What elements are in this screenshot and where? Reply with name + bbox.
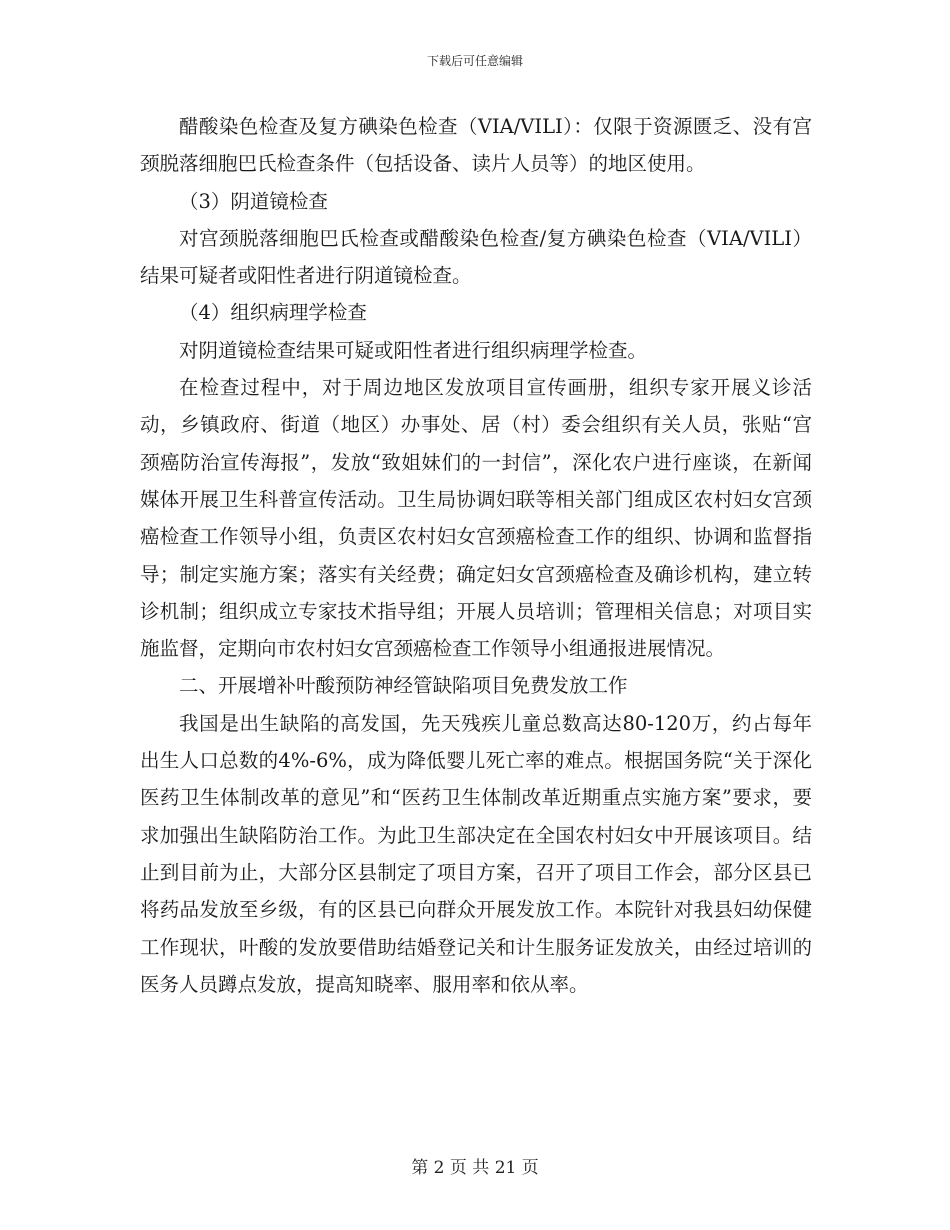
document-body bbox=[140, 108, 812, 1003]
paragraph-colposcopy: 对宫颈脱落细胞巴氏检查或醋酸染色检查/复方碘染色检查（VIA/VILI）结果可疑者或阳性者进行阴道镜检查。 bbox=[140, 226, 812, 288]
paragraph-outreach: 在检查过程中，对于周边地区发放项目宣传画册，组织专家开展义诊活动，乡镇政府、街道（地区）办事处、居（村）委会组织有关人员，张贴“宫颈癌防治宣传海报”，发放“致姐妹们的一封信”，深化农户进行座谈，在新闻媒体开展卫生科普宣传活动。卫生局协调妇联等相关部门组成区农村妇女宫颈癌检查工作领导小组，负责区农村妇女宫颈癌检查工作的组织、协调和监督指导；制定实施方案；落实有关经费；确定妇女宫颈癌检查及确诊机构，建立转诊机制；组织成立专家技术指导组；开展人员培训；管理相关信息；对项目实施监督，定期向市农村妇女宫颈癌检查工作领导小组通报进展情况。 bbox=[140, 376, 812, 661]
paragraph-histopathology: 对阴道镜检查结果可疑或阳性者进行组织病理学检查。 bbox=[179, 338, 648, 362]
paragraph-folic-acid: 我国是出生缺陷的高发国，先天残疾儿童总数高达80-120万，约占每年出生人口总数的4%-6%，成为降低婴儿死亡率的难点。根据国务院“关于深化医药卫生体制改革的意见”和“医药卫生体制改革近期重点实施方案”要求，要求加强出生缺陷防治工作。为此卫生部决定在全国农村妇女中开展该项目。结止到目前为止，大部分区县制定了项目方案，召开了项目工作会，部分区县已将药品发放至乡级，有的区县已向群众开展发放工作。本院针对我县妇幼保健工作现状，叶酸的发放要借助结婚登记关和计生服务证发放关，由经过培训的医务人员蹲点发放，提高知晓率、服用率和依从率。 bbox=[140, 711, 812, 996]
heading-folic-acid: 二、开展增补叶酸预防神经管缺陷项目免费发放工作 bbox=[179, 674, 628, 698]
heading-colposcopy: （3）阴道镜检查 bbox=[179, 189, 328, 213]
page-footer: 第 2 页 共 21 页 bbox=[411, 1158, 539, 1178]
paragraph-via-vili: 醋酸染色检查及复方碘染色检查（VIA/VILI）：仅限于资源匮乏、没有宫颈脱落细胞巴氏检查条件（包括设备、读片人员等）的地区使用。 bbox=[140, 115, 812, 176]
heading-histopathology: （4）组织病理学检查 bbox=[179, 301, 367, 325]
page-header: 下载后可任意编辑 bbox=[426, 54, 523, 68]
